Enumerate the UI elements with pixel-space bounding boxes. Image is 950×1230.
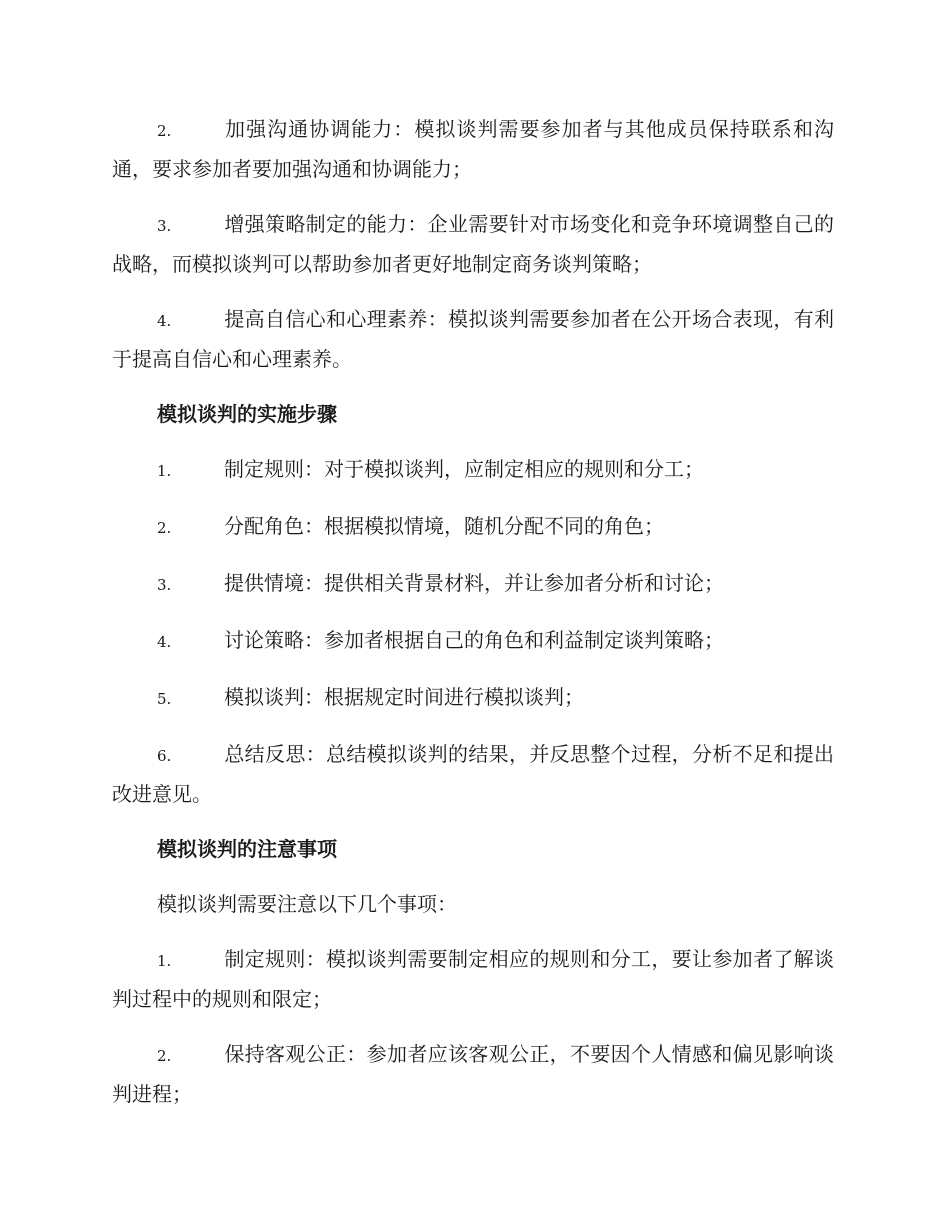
list-number: 2. — [157, 122, 172, 140]
section-heading-notes: 模拟谈判的注意事项 — [157, 837, 337, 861]
list-number: 3. — [157, 576, 172, 594]
list-number: 5. — [157, 690, 172, 708]
list-item — [112, 735, 834, 813]
list-text: 加强沟通协调能力：模拟谈判需要参加者与其他成员保持联系和沟通，要求参加者要加强沟通和协调能力； — [112, 117, 834, 181]
list-text: 提供情境：提供相关背景材料，并让参加者分析和讨论； — [224, 571, 724, 595]
list-number: 2. — [157, 1047, 172, 1065]
list-number: 4. — [157, 312, 172, 330]
list-text: 模拟谈判：根据规定时间进行模拟谈判； — [224, 685, 584, 709]
list-text: 总结反思：总结模拟谈判的结果，并反思整个过程，分析不足和提出改进意见。 — [112, 742, 834, 806]
section-intro: 模拟谈判需要注意以下几个事项： — [157, 892, 457, 916]
list-item — [112, 205, 834, 283]
list-item — [112, 678, 834, 718]
list-item — [112, 450, 834, 490]
list-item — [112, 564, 834, 604]
list-item — [112, 110, 834, 188]
list-text: 提高自信心和心理素养：模拟谈判需要参加者在公开场合表现，有利于提高自信心和心理素养。 — [112, 307, 834, 371]
list-item — [112, 621, 834, 661]
section-heading-steps: 模拟谈判的实施步骤 — [157, 402, 337, 426]
list-text: 制定规则：对于模拟谈判，应制定相应的规则和分工； — [224, 457, 704, 481]
list-number: 1. — [157, 462, 172, 480]
list-number: 4. — [157, 633, 172, 651]
list-number: 6. — [157, 747, 172, 765]
list-text: 保持客观公正：参加者应该客观公正，不要因个人情感和偏见影响谈判进程； — [112, 1042, 834, 1106]
document-content — [112, 110, 834, 1130]
list-text: 制定规则：模拟谈判需要制定相应的规则和分工，要让参加者了解谈判过程中的规则和限定； — [112, 947, 834, 1011]
list-item — [112, 1035, 834, 1113]
list-number: 2. — [157, 519, 172, 537]
list-text: 增强策略制定的能力：企业需要针对市场变化和竞争环境调整自己的战略，而模拟谈判可以帮助参加者更好地制定商务谈判策略； — [112, 212, 834, 276]
list-text: 讨论策略：参加者根据自己的角色和利益制定谈判策略； — [224, 628, 724, 652]
list-item — [112, 300, 834, 378]
list-item — [112, 940, 834, 1018]
list-number: 3. — [157, 217, 172, 235]
list-item — [112, 507, 834, 547]
list-text: 分配角色：根据模拟情境，随机分配不同的角色； — [224, 514, 664, 538]
list-number: 1. — [157, 952, 172, 970]
